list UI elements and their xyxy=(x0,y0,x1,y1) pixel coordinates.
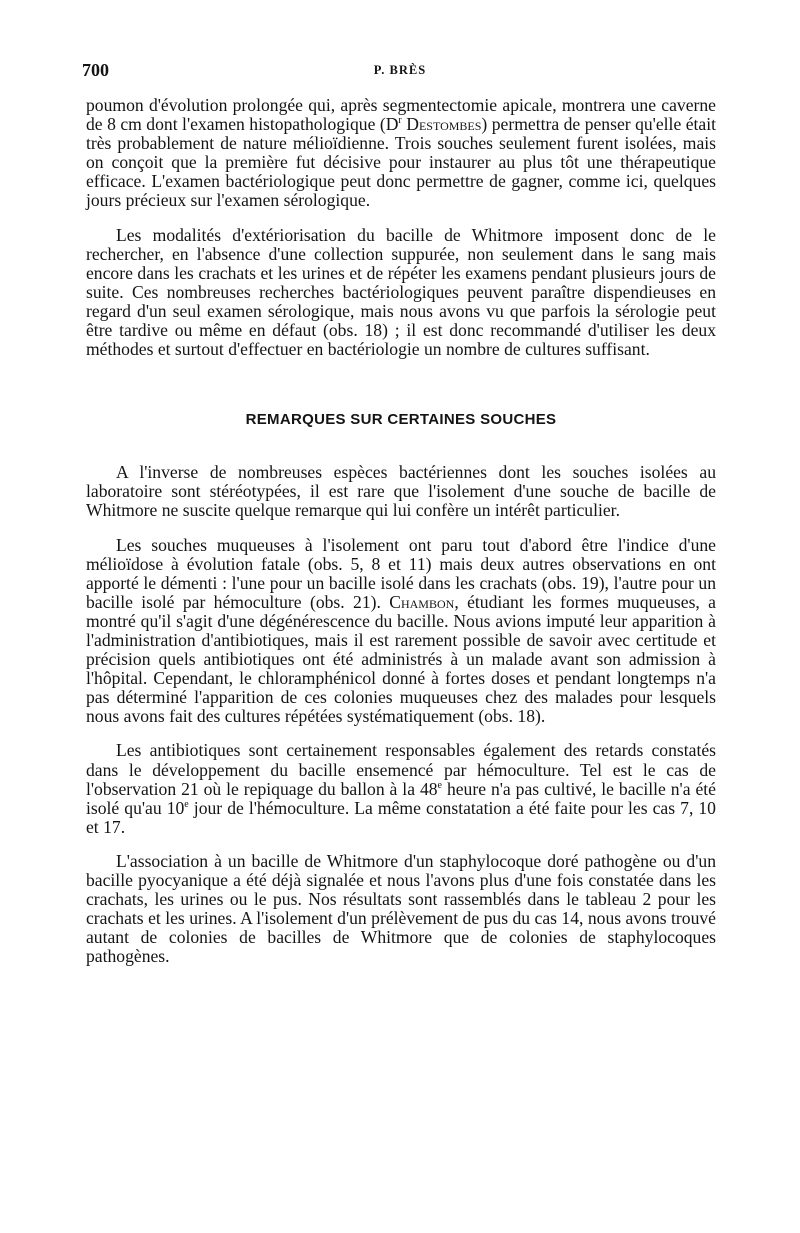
ordinal-superscript-2: e xyxy=(184,798,189,810)
paragraph-5-text-c: jour de l'hémoculture. La même constatation a été faite pour les cas 7, 10 et 17. xyxy=(86,797,716,837)
paragraph-2: Les modalités d'extériorisation du bacille de Whitmore imposent donc de le rechercher, en l'absence d'une collection suppurée, non seulement dans le sang mais encore dans les crachats et les urines et de répéter les examens pendant plusieurs jours de suite. Ces nombreuses recherches bactériologiques peuvent paraître dispendieuses en regard d'un seul examen sérologique, mais nous avons vu que parfois la sérologie peut être tardive ou même en défaut (obs. 18) ; il est donc recommandé d'utiliser les deux méthodes et surtout d'effectuer en bactériologie un nombre de cultures suffisant. xyxy=(86,224,716,360)
paragraph-1-text-a: poumon d'évolution prolongée qui, après segmentectomie apicale, montrera une caverne de 8 cm dont l'examen histopathologique (D xyxy=(86,95,716,135)
paragraph-5-text-a: Les antibiotiques sont certainement responsables également des retards constatés dans le développement du bacille ensemencé par hémoculture. Tel est le cas de l'observation 21 où le repiquage du ballon à la 48 xyxy=(86,740,716,799)
running-head: P. BRÈS xyxy=(373,63,427,77)
author-name-chambon: Chambon xyxy=(389,591,455,612)
doctor-superscript: r xyxy=(398,115,402,127)
page-number: 700 xyxy=(82,60,109,80)
paragraph-5-text-b: heure n'a pas cultivé, le bacille n'a été isolé qu'au 10 xyxy=(86,778,716,818)
paragraph-4-text-b: , étudiant les formes muqueuses, a montré qu'il s'agit d'une dégénérescence du bacille. Nous avions imputé leur apparition à l'administration d'antibiotiques, mais il est rarement possible de savoir avec certitude et précision quels antibiotiques ont été administrés à un malade avant son admission à l'hôpital. Cependant, le chloramphénicol donné à fortes doses et pendant longtemps n'a pas déterminé l'apparition de ces colonies muqueuses chez des malades pour lesquels nous avons fait des cultures répétées systématiquement (obs. 18). xyxy=(86,591,716,727)
paragraph-1 xyxy=(86,96,716,211)
ordinal-superscript-1: e xyxy=(437,779,442,791)
section-title: REMARQUES SUR CERTAINES SOUCHES xyxy=(245,411,557,429)
paragraph-6: L'association à un bacille de Whitmore d'un staphylocoque doré pathogène ou d'un bacille pyocyanique a été déjà signalée et nous l'avons plus d'une fois constatée dans les crachats, les urines ou le pus. Nos résultats sont rassemblés dans le tableau 2 pour les crachats et les urines. A l'isolement d'un prélèvement de pus du cas 14, nous avons trouvé autant de colonies de bacilles de Whitmore que de colonies de staphylocoques pathogènes. xyxy=(86,850,716,967)
paragraph-3: A l'inverse de nombreuses espèces bactériennes dont les souches isolées au laboratoire sont stéréotypées, il est rare que l'isolement d'une souche de bacille de Whitmore ne suscite quelque remarque qui lui confère un intérêt particulier. xyxy=(86,462,716,521)
body-text xyxy=(86,96,716,966)
paragraph-4 xyxy=(86,536,716,727)
author-name-destombes: Destombes xyxy=(406,114,482,135)
paragraph-1-text-b: ) permettra de penser qu'elle était très probablement de nature mélioïdienne. Trois souches seulement furent isolées, mais on conçoit que la première fut décisive pour instaurer au plus tôt une thérapeutique efficace. L'examen bactériologique peut donc permettre de gagner, comme ici, quelques jours précieux sur l'examen sérologique. xyxy=(86,114,717,211)
paragraph-4-text-a: Les souches muqueuses à l'isolement ont paru tout d'abord être l'indice d'une mélioïdose à évolution fatale (obs. 5, 8 et 11) mais deux autres observations en ont apporté le démenti : l'une pour un bacille isolé dans les crachats (obs. 19), l'autre pour un bacille isolé par hémoculture (obs. 21). xyxy=(86,534,716,612)
paragraph-5 xyxy=(86,741,716,836)
